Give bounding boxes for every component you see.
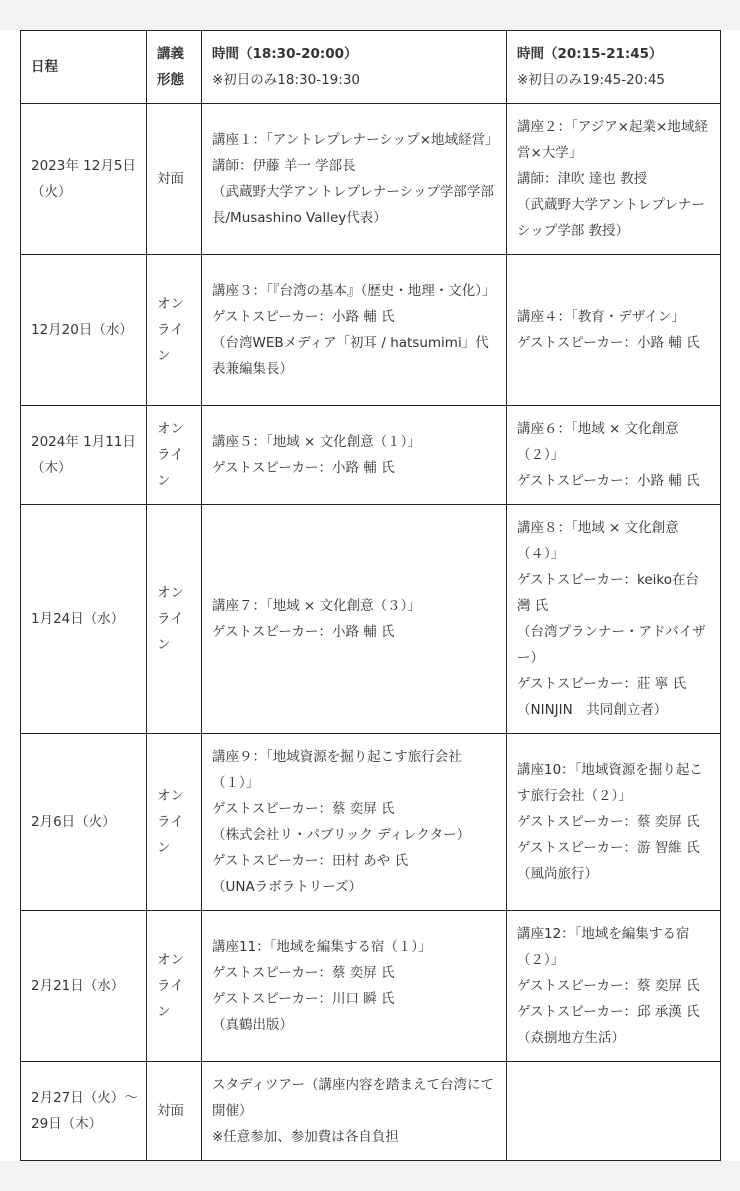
row-slot2 [507, 734, 721, 911]
cell-line: ゲストスピーカー：莊 寧 氏 [517, 676, 687, 692]
cell-line: ゲストスピーカー：小路 輔 氏 [212, 309, 395, 325]
row-date: 2023年 12月5日（火） [21, 104, 147, 255]
cell-line: 講座２：「アジア×起業×地域経営×大学」 [517, 119, 708, 161]
cell-line: 講座３：「『台湾の基本』（歴史・地理・文化）」 [212, 283, 496, 299]
schedule-table [20, 30, 721, 1161]
row-date: 2月27日（火）～29日（木） [21, 1062, 147, 1161]
cell-line: ゲストスピーカー：小路 輔 氏 [212, 460, 395, 476]
cell-line: 講座７：「地域 × 文化創意（３）」 [212, 598, 421, 614]
row-slot1 [202, 505, 507, 734]
cell-line: 講座９：「地域資源を掘り起こす旅行会社（１）」 [212, 749, 462, 791]
cell-line: （真鶴出版） [212, 1017, 293, 1033]
row-format: オンライン [147, 406, 202, 505]
header-format: 講義形態 [147, 31, 202, 104]
table-row [21, 505, 721, 734]
cell-line: 講座１：「アントレプレナーシップ×地域経営」 [212, 132, 499, 148]
row-date: 2月6日（火） [21, 734, 147, 911]
row-format: オンライン [147, 505, 202, 734]
cell-line: 講座４：「教育・デザイン」 [517, 309, 685, 325]
row-format: 対面 [147, 1062, 202, 1161]
row-format: オンライン [147, 911, 202, 1062]
cell-line: ゲストスピーカー：游 智維 氏 [517, 840, 700, 856]
cell-line: 講座10：「地域資源を掘り起こす旅行会社（２）」 [517, 762, 703, 804]
table-row [21, 255, 721, 406]
header-slot2-title: 時間（20:15-21:45） [517, 46, 663, 62]
row-slot1 [202, 734, 507, 911]
table-row [21, 734, 721, 911]
cell-line: （台湾プランナー・アドバイザー） [517, 624, 706, 666]
row-slot1 [202, 1062, 507, 1161]
row-date: 2024年 1月11日（木） [21, 406, 147, 505]
cell-line: ゲストスピーカー：蔡 奕屏 氏 [517, 978, 700, 994]
cell-line: 講座６：「地域 × 文化創意（２）」 [517, 421, 679, 463]
header-slot1-note: ※初日のみ18:30-19:30 [212, 72, 360, 88]
cell-line: 講座12：「地域を編集する宿（２）」 [517, 926, 690, 968]
cell-line: ゲストスピーカー：蔡 奕屏 氏 [517, 814, 700, 830]
row-slot2 [507, 505, 721, 734]
row-slot2 [507, 104, 721, 255]
row-slot2 [507, 406, 721, 505]
cell-line: （武蔵野大学アントレプレナーシップ学部学部長/Musashino Valley代表） [212, 184, 494, 226]
row-date: 12月20日（水） [21, 255, 147, 406]
cell-line: ゲストスピーカー：小路 輔 氏 [212, 624, 395, 640]
cell-line: ゲストスピーカー：蔡 奕屏 氏 [212, 801, 395, 817]
cell-line: ゲストスピーカー：川口 瞬 氏 [212, 991, 395, 1007]
cell-line: スタディツアー（講座内容を踏まえて台湾にて開催） [212, 1077, 495, 1119]
row-date: 1月24日（水） [21, 505, 147, 734]
cell-line: 講師：津吹 達也 教授 [517, 171, 648, 187]
row-slot1 [202, 104, 507, 255]
header-slot2 [507, 31, 721, 104]
header-slot1-title: 時間（18:30-20:00） [212, 46, 358, 62]
cell-line: （武蔵野大学アントレプレナーシップ学部 教授） [517, 197, 705, 239]
header-date: 日程 [21, 31, 147, 104]
row-slot1 [202, 911, 507, 1062]
cell-line: ゲストスピーカー：蔡 奕屏 氏 [212, 965, 395, 981]
table-row [21, 406, 721, 505]
cell-line: ゲストスピーカー：keiko在台灣 氏 [517, 572, 700, 614]
table-row [21, 1062, 721, 1161]
row-slot1 [202, 406, 507, 505]
row-slot2-empty [507, 1062, 721, 1161]
cell-line: （台湾WEBメディア「初耳 / hatsumimi」代表兼編集長） [212, 335, 489, 377]
header-row [21, 31, 721, 104]
row-slot2 [507, 911, 721, 1062]
header-slot1 [202, 31, 507, 104]
row-date: 2月21日（水） [21, 911, 147, 1062]
cell-line: （UNAラボラトリーズ） [212, 879, 363, 895]
cell-line: 講座８：「地域 × 文化創意（４）」 [517, 520, 679, 562]
header-slot2-note: ※初日のみ19:45-20:45 [517, 72, 665, 88]
cell-line: （株式会社リ・パブリック ディレクター） [212, 827, 471, 843]
cell-line: ゲストスピーカー：小路 輔 氏 [517, 335, 700, 351]
row-format: オンライン [147, 734, 202, 911]
cell-line: （NINJIN 共同創立者） [517, 702, 668, 718]
cell-line: 講座11：「地域を編集する宿（１）」 [212, 939, 432, 955]
row-format: 対面 [147, 104, 202, 255]
cell-line: ゲストスピーカー：小路 輔 氏 [517, 473, 700, 489]
cell-line: 講師：伊藤 羊一 学部長 [212, 158, 356, 174]
cell-line: ゲストスピーカー：邱 承漢 氏 [517, 1004, 700, 1020]
cell-line: ※任意参加、参加費は各自負担 [212, 1129, 399, 1145]
table-row [21, 104, 721, 255]
row-format: オンライン [147, 255, 202, 406]
row-slot1 [202, 255, 507, 406]
row-slot2 [507, 255, 721, 406]
table-row [21, 911, 721, 1062]
cell-line: ゲストスピーカー：田村 あや 氏 [212, 853, 409, 869]
cell-line: （𡘙捌地方生活） [517, 1030, 625, 1046]
cell-line: 講座５：「地域 × 文化創意（１）」 [212, 434, 421, 450]
cell-line: （風尚旅行） [517, 866, 598, 882]
